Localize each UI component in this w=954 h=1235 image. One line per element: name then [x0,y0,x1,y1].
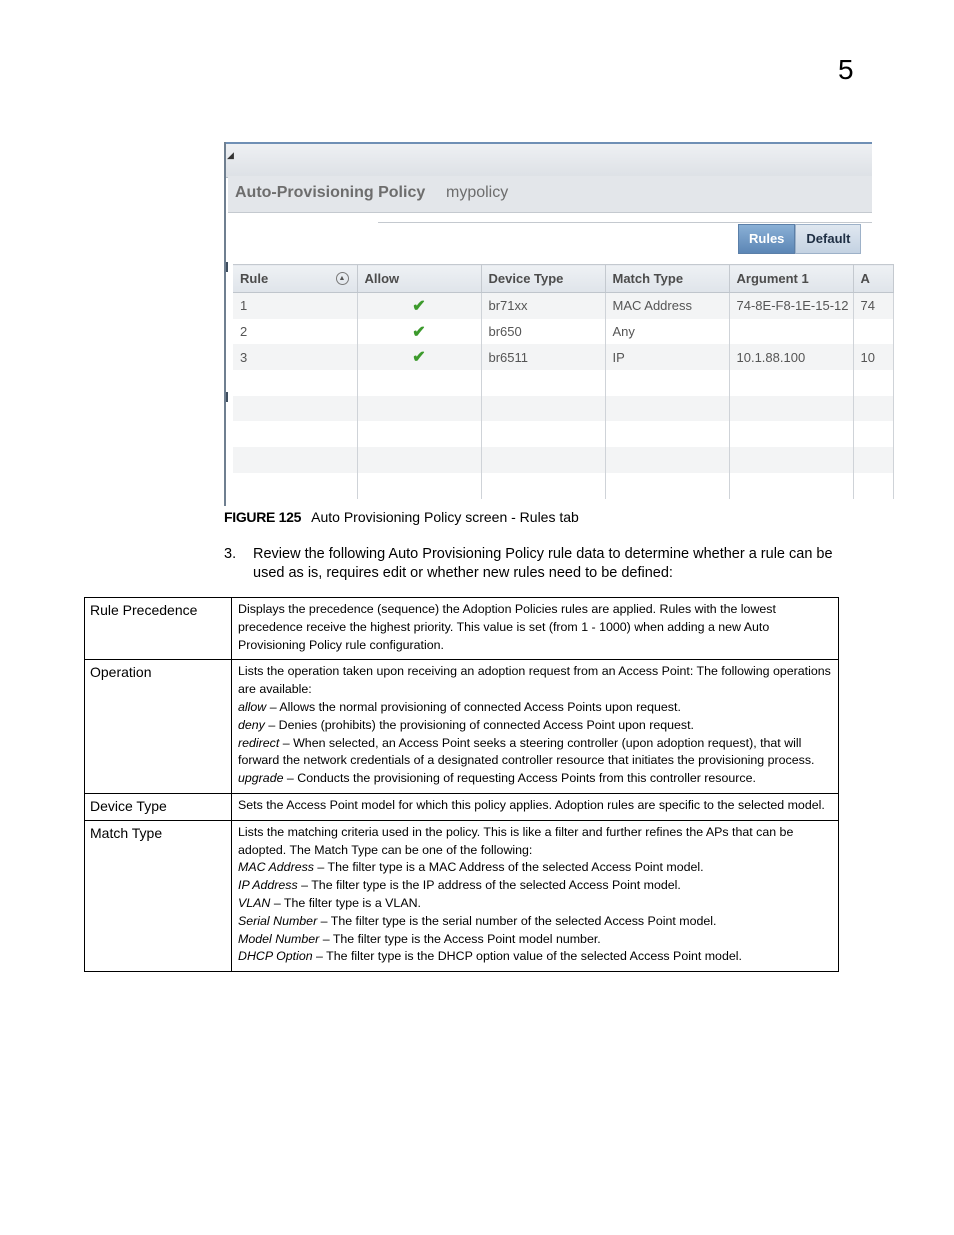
cell-match-type: Any [605,319,729,345]
frame-marker [226,262,228,272]
figure-caption-text: Auto Provisioning Policy screen - Rules tab [311,509,579,525]
column-header-device-type[interactable]: Device Type [481,265,605,293]
tab-rules[interactable]: Rules [738,224,795,254]
option-text: – The filter type is the IP address of the selected Access Point model. [297,878,681,893]
allow-check-icon: ✔ [357,319,481,345]
cell-argument-1 [729,421,853,447]
column-header-allow[interactable]: Allow [357,265,481,293]
figure-label: FIGURE 125 [224,509,302,525]
frame-marker [226,392,228,402]
cell-allow [357,421,481,447]
policy-name: mypolicy [446,184,509,201]
description-line [238,735,832,771]
cell-argument-2 [853,473,893,499]
column-header-argument-1[interactable]: Argument 1 [729,265,853,293]
option-name: VLAN [238,895,271,910]
definition-row [85,660,839,794]
cell-argument-1 [729,370,853,396]
cell-rule [233,421,357,447]
cell-device-type [481,421,605,447]
table-row[interactable] [233,293,893,319]
allow-check-icon: ✔ [357,344,481,370]
option-text: Lists the matching criteria used in the policy. This is like a filter and further refines the APs that can be adopted. The Match Type can be one of the following: [238,824,794,857]
cell-argument-1 [729,473,853,499]
cell-argument-2: 74 [853,293,893,319]
tab-default[interactable]: Default [795,224,861,254]
cell-argument-2 [853,319,893,345]
step-instruction [224,545,844,583]
cell-argument-2 [853,421,893,447]
cell-device-type: br650 [481,319,605,345]
cell-allow [357,447,481,473]
cell-argument-1 [729,396,853,422]
option-text: Displays the precedence (sequence) the Adoption Policies rules are applied. Rules with the lowest precedence receive the highest priority. This value is set (from 1 - 1000) when adding a new Auto Provisioning Policy rule configuration. [238,602,776,652]
option-name: MAC Address [238,860,314,875]
description-line [238,601,832,654]
description-line [238,699,832,717]
policy-title-bar [228,176,872,213]
step-text [253,545,844,583]
option-name: Serial Number [238,913,318,928]
table-row[interactable] [233,396,893,422]
figure-caption [224,509,579,525]
definition-row [85,793,839,820]
definition-description [232,660,839,794]
column-header-rule[interactable] [233,265,357,293]
definition-description [232,598,839,660]
cell-argument-2: 10 [853,344,893,370]
table-row[interactable] [233,447,893,473]
option-text: Lists the operation taken upon receiving an adoption request from an Access Point: The following operations are available: [238,664,831,697]
cell-argument-1: 74-8E-F8-1E-15-12 [729,293,853,319]
cell-match-type [605,421,729,447]
cell-match-type [605,370,729,396]
definitions-table [84,597,839,972]
sort-ascending-icon[interactable]: ▲ [336,272,349,285]
divider [378,222,872,223]
rules-table [233,264,894,499]
cell-allow [357,396,481,422]
cell-match-type [605,447,729,473]
table-row[interactable] [233,370,893,396]
table-row[interactable] [233,344,893,370]
cell-match-type: IP [605,344,729,370]
option-text: – The filter type is a MAC Address of the selected Access Point model. [313,860,704,875]
description-line [238,895,832,913]
screenshot-auto-provisioning-policy [224,142,875,506]
description-line [238,877,832,895]
option-name: Model Number [238,931,320,946]
cell-rule: 2 [233,319,357,345]
description-line [238,797,832,815]
cell-allow [357,473,481,499]
option-text: Sets the Access Point model for which this policy applies. Adoption rules are specific to the selected model. [238,797,825,812]
description-line [238,770,832,788]
definition-term: Match Type [85,820,232,971]
option-text: – Conducts the provisioning of requesting Access Points from this controller resource. [283,771,756,786]
step-number: 3. [224,546,237,562]
cell-device-type: br71xx [481,293,605,319]
step-text-before: Review the following [253,546,389,562]
definition-term: Device Type [85,793,232,820]
corner-marker-icon: ◢ [227,150,234,160]
definition-term: Operation [85,660,232,794]
option-text: – The filter type is the serial number of the selected Access Point model. [317,913,717,928]
option-text: – Allows the normal provisioning of connected Access Points upon request. [266,699,681,714]
cell-allow [357,370,481,396]
cell-rule [233,370,357,396]
definition-row [85,598,839,660]
option-text: – The filter type is the DHCP option value of the selected Access Point model. [312,949,742,964]
option-name: IP Address [238,878,298,893]
allow-check-icon: ✔ [357,293,481,319]
option-text: – Denies (prohibits) the provisioning of connected Access Point upon request. [264,717,694,732]
cell-argument-1 [729,319,853,345]
option-name: redirect [238,735,280,750]
cell-rule [233,473,357,499]
step-text-after: rule data to determine whether a rule can be used as is, requires edit or whether new rules need to be defined: [253,546,833,581]
cell-device-type [481,447,605,473]
cell-match-type [605,473,729,499]
definition-description [232,820,839,971]
cell-rule: 1 [233,293,357,319]
cell-device-type [481,396,605,422]
description-line [238,663,832,699]
table-header-row [233,265,893,293]
table-row[interactable] [233,421,893,447]
policy-tabs [738,224,861,252]
option-name: upgrade [238,771,284,786]
cell-argument-1 [729,447,853,473]
description-line [238,824,832,860]
cell-argument-2 [853,396,893,422]
option-name: allow [238,699,267,714]
chapter-number: 5 [838,54,854,85]
description-line [238,948,832,966]
cell-rule: 3 [233,344,357,370]
cell-rule [233,396,357,422]
option-name: DHCP Option [238,949,313,964]
cell-match-type [605,396,729,422]
table-row[interactable] [233,319,893,345]
column-header-label: Rule [240,271,269,286]
description-line [238,931,832,949]
cell-argument-2 [853,447,893,473]
description-line [238,913,832,931]
cell-argument-2 [853,370,893,396]
column-header-match-type[interactable]: Match Type [605,265,729,293]
option-text: – The filter type is a VLAN. [270,895,421,910]
definition-row [85,820,839,971]
policy-title: Auto-Provisioning Policy [235,184,426,201]
cell-argument-1: 10.1.88.100 [729,344,853,370]
option-text: – The filter type is the Access Point model number. [319,931,601,946]
description-line [238,717,832,735]
cell-device-type [481,473,605,499]
option-text: – When selected, an Access Point seeks a steering controller (upon adoption request), that will forward the network credentials of a designated controller resource that initiates the provisioning process. [238,735,815,768]
window-top-bar [226,142,872,178]
column-header-argument-2[interactable]: A [853,265,893,293]
cell-match-type: MAC Address [605,293,729,319]
option-name: deny [238,717,265,732]
description-line [238,859,832,877]
cell-rule [233,447,357,473]
table-row[interactable] [233,473,893,499]
definition-description [232,793,839,820]
cell-device-type: br6511 [481,344,605,370]
step-highlight: Auto Provisioning Policy [388,546,544,562]
definition-term: Rule Precedence [85,598,232,660]
cell-device-type [481,370,605,396]
